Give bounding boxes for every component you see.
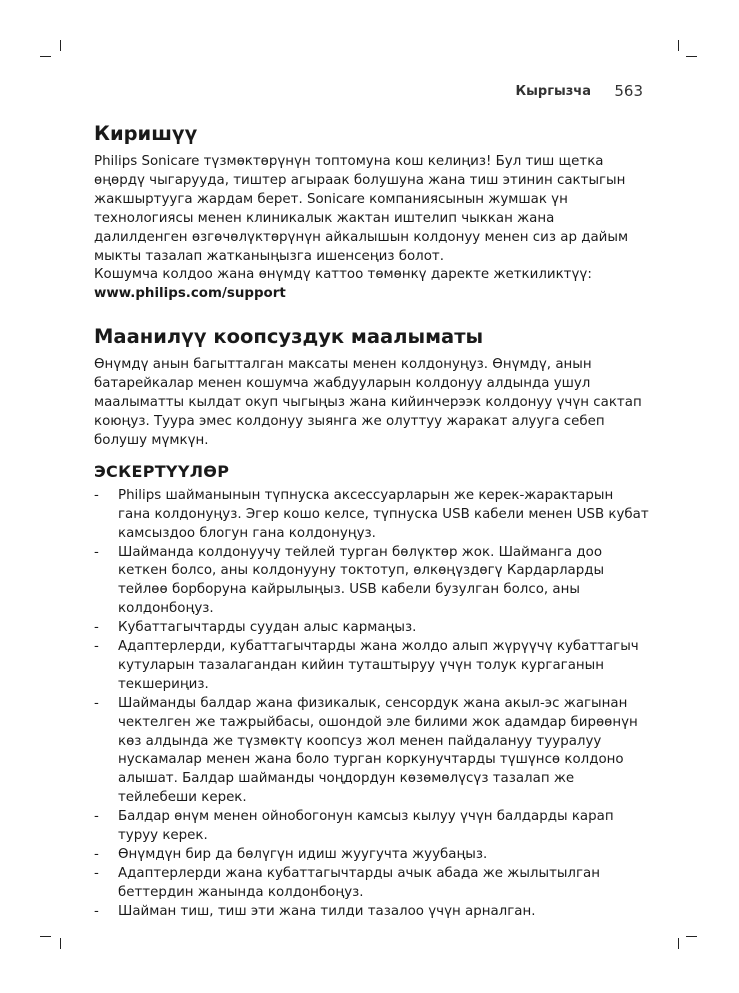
warning-item: - Балдар өнүм менен ойнобогонун камсыз кылуу үчүн балдарды карап туруу керек. (94, 809, 614, 844)
crop-mark (678, 938, 679, 949)
page-header (0, 82, 643, 100)
warning-item: - Шайманда колдонуучу тейлей турган бөлүктөр жок. Шайманга доо кеткен болсо, аны колдонууну токтотуп, өлкөңүздөгү Кардарларды тейлөө борборуна кайрылыңыз. USB кабели бузулган болсо, аны колдонбоңуз. (94, 544, 605, 617)
crop-mark (60, 40, 61, 51)
dash-bullet: - (94, 695, 99, 711)
dash-bullet: - (94, 544, 99, 560)
crop-mark (678, 40, 679, 51)
warnings-list (94, 487, 649, 922)
dash-bullet: - (94, 809, 99, 825)
crop-mark (686, 936, 697, 937)
dash-bullet: - (94, 903, 99, 919)
warning-item: - Шайманды балдар жана физикалык, сенсордук жана акыл-эс жагынан чектелген же тажрыйбасы, ошондой эле билими жок адамдар бирөөнүн көз алдында же түзмөктү коопсуз жол менен пайдалануу тууралуу нускамалар менен жана боло турган коркунучтарды түшүнсө колдоно алышат. Балдар шайманды чоңдордун көзөмөлүсүз тазалап же тейлебеши керек. (94, 695, 638, 806)
intro-title: Киришүү (94, 122, 198, 145)
crop-mark (60, 938, 61, 949)
crop-mark (40, 56, 51, 57)
safety-body: Өнүмдү анын багытталган максаты менен колдонуңуз. Өнүмдү, анын батарейкалар менен кошумча жабдууларын колдонуу алдында ушул маалыматты кылдат окуп чыгыңыз жана кийинчерээк колдонуу үчүн сактап коюңуз. Туура эмес колдонуу зыянга же олуттуу жаракат алууга себеп болушу мүмкүн. (94, 357, 642, 448)
crop-mark (40, 936, 51, 937)
support-url: www.philips.com/support (94, 286, 286, 302)
page-number: 563 (614, 82, 643, 100)
dash-bullet: - (94, 865, 99, 881)
language-label: Кыргызча (515, 84, 591, 99)
dash-bullet: - (94, 620, 99, 636)
page-content (94, 121, 649, 922)
warning-item: - Адаптерлерди, кубаттагычтарды жана жолдо алып жүрүүчү кубаттагыч кутуларын тазалагандан кийин туташтыруу үчүн толук кургаганын текшериңиз. (94, 639, 639, 692)
warning-item: - Шайман тиш, тиш эти жана тилди тазалоо үчүн арналган. (94, 903, 649, 922)
dash-bullet: - (94, 639, 99, 655)
safety-title: Маанилүү коопсуздук маалыматы (94, 325, 484, 349)
support-text: Кошумча колдоо жана өнүмдү каттоо төмөнкү даректе жеткиликтүү: (94, 267, 592, 283)
dash-bullet: - (94, 487, 99, 503)
dash-bullet: - (94, 847, 99, 862)
warning-item: - Өнүмдүн бир да бөлүгүн идиш жуугучта жуубаңыз. (94, 846, 649, 865)
warning-item: - Philips шайманынын түпнуска аксессуарларын же керек-жарактарын гана колдонуңуз. Эгер кошо келсе, түпнуска USB кабели менен USB кубат камсыздоо блогун гана колдонуңуз. (94, 487, 649, 541)
crop-mark (686, 56, 697, 57)
warnings-title: ЭСКЕРТҮҮЛӨР (94, 461, 230, 481)
warning-item: - Адаптерлерди жана кубаттагычтарды ачык абада же жылытылган беттердин жанында колдонбоңуз. (94, 865, 600, 900)
intro-body: Philips Sonicare түзмөктөрүнүн топтомуна кош келиңиз! Бул тиш щетка өңөрдү чыгарууда, тиштер агыраак болушуна жана тиш этинин сактыгын жакшыртууга жардам берет. Sonicare компаниясынын жумшак үн технологиясы менен клиникалык жактан иштелип чыккан жана далилденген өзгөчөлүктөрүнүн айкалышын колдонуу менен сиз ар дайым мыкты тазалап жатканыңызга ишенсеңиз болот. (94, 154, 629, 264)
warning-item: - Кубаттагычтарды суудан алыс кармаңыз. (94, 619, 649, 638)
